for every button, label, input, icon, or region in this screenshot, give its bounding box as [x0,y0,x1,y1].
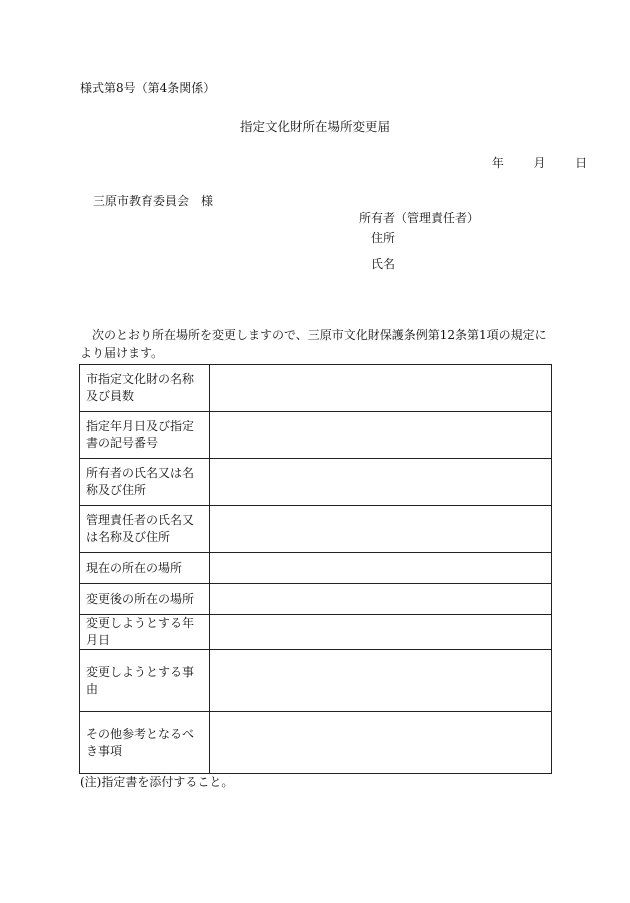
row-label-owner-info: 所有者の氏名又は名称及び住所 [80,459,210,506]
date-month-label: 月 [533,156,546,170]
row-value-change-date[interactable] [210,615,552,650]
table-row [80,412,552,459]
row-value-change-reason[interactable] [210,650,552,712]
row-label-change-reason: 変更しようとする事由 [80,650,210,712]
table-row [80,615,552,650]
table-row [80,584,552,615]
row-value-owner-info[interactable] [210,459,552,506]
row-label-designation-date: 指定年月日及び指定書の記号番号 [80,412,210,459]
document-title: 指定文化財所在場所変更届 [239,119,390,134]
owner-address-label: 住所 [371,231,396,245]
row-value-other-notes[interactable] [210,712,552,774]
row-value-designation-date[interactable] [210,412,552,459]
row-label-change-date: 変更しようとする年月日 [80,615,210,650]
body-text: 次のとおり所在場所を変更しますので、三原市文化財保護条例第12条第1項の規定により届けます。 [80,328,547,360]
table-row [80,712,552,774]
table-row [80,650,552,712]
table-row [80,553,552,584]
row-value-cultural-property-name[interactable] [210,365,552,412]
table-row [80,459,552,506]
row-value-manager-info[interactable] [210,506,552,553]
row-label-new-location: 変更後の所在の場所 [80,584,210,615]
form-table [79,364,552,774]
date-day-label: 日 [575,156,588,170]
date-line [460,155,587,171]
row-value-current-location[interactable] [210,553,552,584]
form-number: 様式第8号（第4条関係） [80,81,216,95]
table-row [80,506,552,553]
table-row [80,365,552,412]
addressee: 三原市教育委員会 様 [93,194,214,208]
date-year-label: 年 [491,156,504,170]
row-label-other-notes: その他参考となるべき事項 [80,712,210,774]
owner-label: 所有者（管理責任者） [359,211,480,225]
footnote: (注)指定書を添付すること。 [80,775,234,789]
row-label-current-location: 現在の所在の場所 [80,553,210,584]
row-label-manager-info: 管理責任者の氏名又は名称及び住所 [80,506,210,553]
owner-name-label: 氏名 [371,257,396,271]
row-value-new-location[interactable] [210,584,552,615]
row-label-cultural-property-name: 市指定文化財の名称及び員数 [80,365,210,412]
